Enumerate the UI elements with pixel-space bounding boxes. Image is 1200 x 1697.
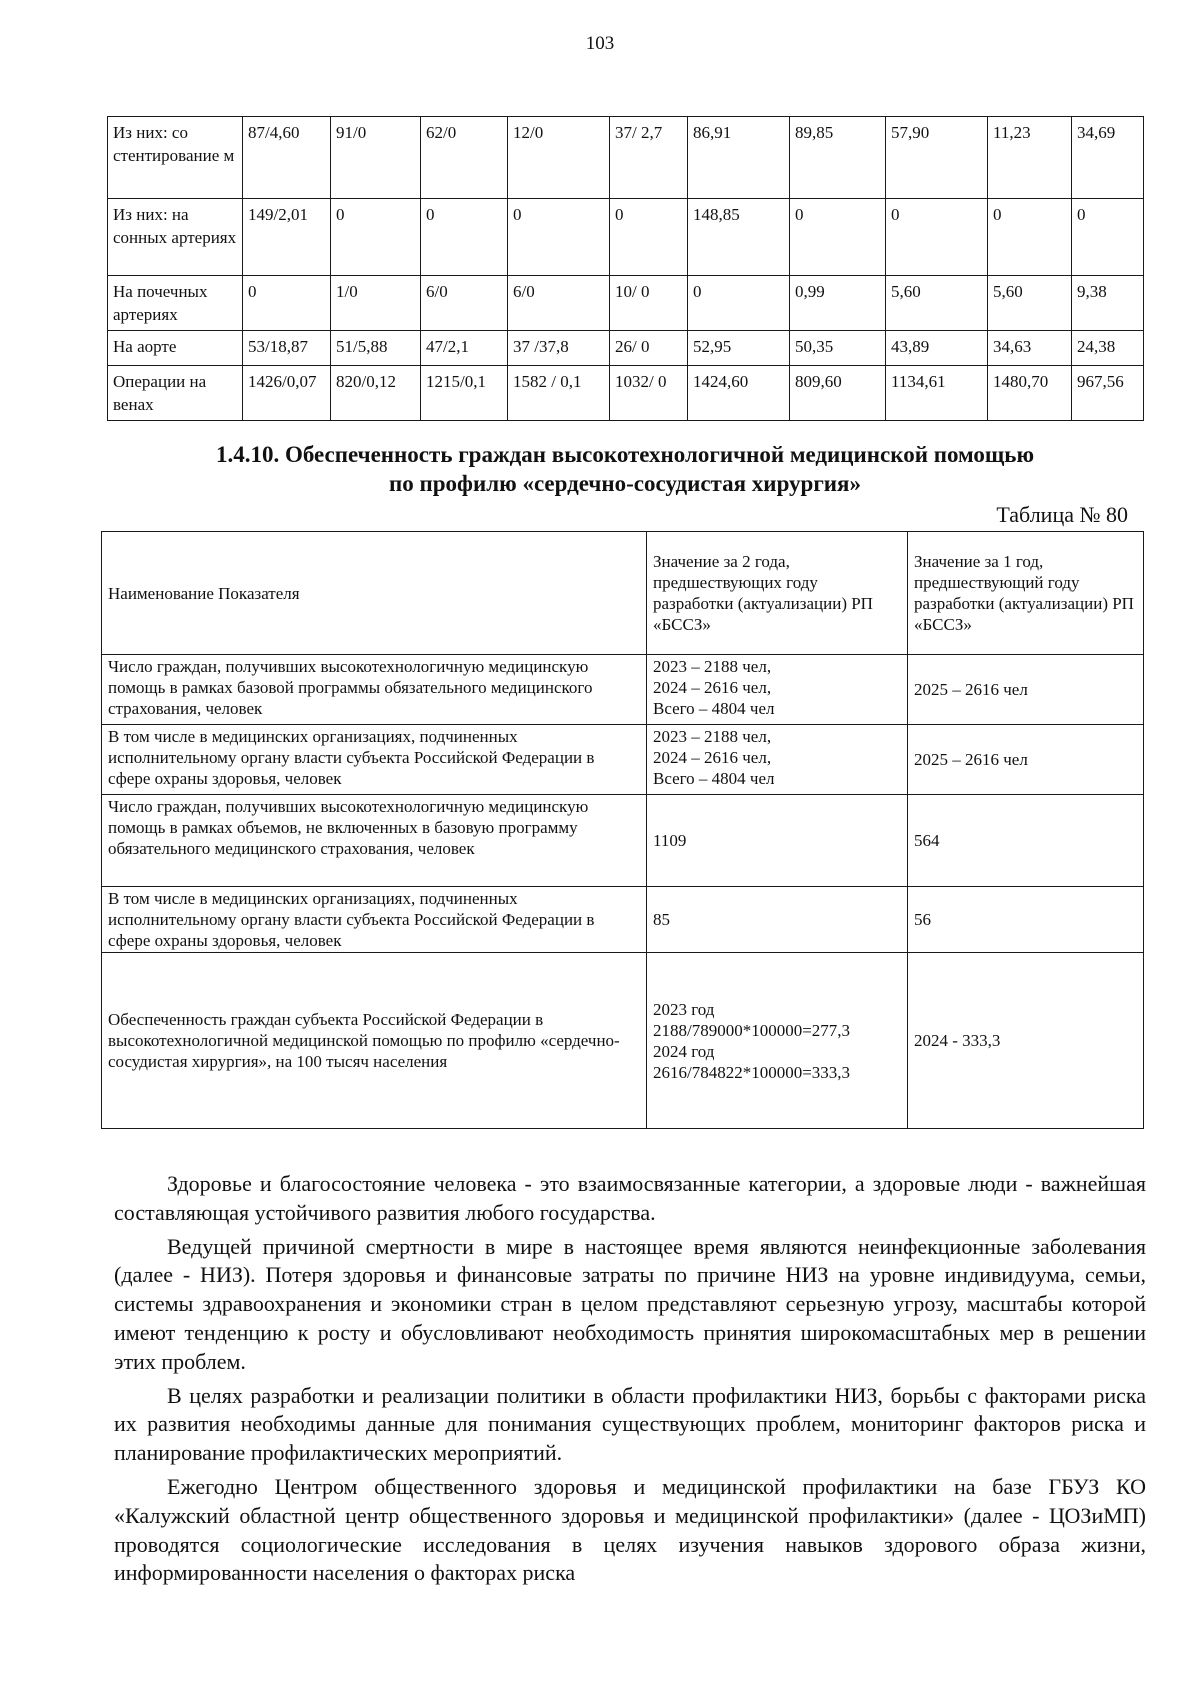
table-cell: 0 (790, 199, 886, 276)
header-one-year: Значение за 1 год, предшествующий году разработки (актуализации) РП «БССЗ» (908, 532, 1144, 655)
surgery-stats-table-continuation (107, 116, 1144, 421)
indicator-cell: Число граждан, получивших высокотехнологичную медицинскую помощь в рамках объемов, не включенных в базовую программу обязательного медицинского страхования, человек (102, 795, 647, 887)
value-line: 2188/789000*100000=277,3 (653, 1020, 851, 1040)
table-cell: 6/0 (508, 276, 610, 331)
two-years-value-cell (647, 655, 908, 725)
table-row (102, 795, 1144, 887)
table-cell: 0 (886, 199, 988, 276)
value-line: 2023 – 2188 чел, (653, 657, 772, 676)
value-line: 2024 – 2616 чел, (653, 678, 772, 697)
page-number: 103 (585, 33, 615, 54)
table-cell: 5,60 (988, 276, 1072, 331)
value-line: 2023 – 2188 чел, (653, 727, 772, 746)
table-cell: 37/ 2,7 (610, 117, 688, 199)
row-label: На почечных артериях (108, 276, 243, 331)
header-indicator: Наименование Показателя (102, 532, 647, 655)
table-cell: 0 (610, 199, 688, 276)
two-years-value-cell (647, 725, 908, 795)
one-year-value-cell: 2024 - 333,3 (908, 953, 1144, 1129)
one-year-value-cell: 56 (908, 887, 1144, 953)
table-cell: 0,99 (790, 276, 886, 331)
table-cell: 0 (688, 276, 790, 331)
table-cell: 52,95 (688, 331, 790, 366)
table-cell: 149/2,01 (243, 199, 331, 276)
table-row (108, 366, 1144, 421)
table-cell: 57,90 (886, 117, 988, 199)
table-80-header-row (102, 532, 1144, 655)
one-year-value-cell: 2025 – 2616 чел (908, 655, 1144, 725)
table-cell: 6/0 (421, 276, 508, 331)
two-years-value-cell (647, 795, 908, 887)
table-row (108, 331, 1144, 366)
table-cell: 0 (331, 199, 421, 276)
table-cell: 10/ 0 (610, 276, 688, 331)
value-line: Всего – 4804 чел (653, 769, 775, 788)
indicator-cell: Число граждан, получивших высокотехнологичную медицинскую помощь в рамках базовой программы обязательного медицинского страхования, человек (102, 655, 647, 725)
table-cell: 0 (421, 199, 508, 276)
table-cell: 62/0 (421, 117, 508, 199)
table-cell: 809,60 (790, 366, 886, 421)
table-cell: 86,91 (688, 117, 790, 199)
table-row (102, 655, 1144, 725)
table-cell: 5,60 (886, 276, 988, 331)
paragraph: Ежегодно Центром общественного здоровья и медицинской профилактики на базе ГБУЗ КО «Калужский областной центр общественного здоровья и медицинской профилактики» (далее - ЦОЗиМП) проводятся социологические исследования в целях изучения навыков здорового образа жизни, информированности населения о факторах риска (114, 1473, 1146, 1586)
row-label: Операции на венах (108, 366, 243, 421)
table-row (102, 725, 1144, 795)
header-two-years: Значение за 2 года, предшествующих году разработки (актуализации) РП «БССЗ» (647, 532, 908, 655)
body-text (114, 1170, 1146, 1593)
row-label: На аорте (108, 331, 243, 366)
table-caption: Таблица № 80 (996, 502, 1128, 527)
table-cell: 1/0 (331, 276, 421, 331)
table-cell: 89,85 (790, 117, 886, 199)
table-80 (101, 531, 1144, 1129)
row-label: Из них: со стентирование м (108, 117, 243, 199)
table-cell: 1032/ 0 (610, 366, 688, 421)
table-cell: 1582 / 0,1 (508, 366, 610, 421)
paragraph: В целях разработки и реализации политики в области профилактики НИЗ, борьбы с факторами риска их развития необходимы данные для понимания существующих проблем, мониторинг факторов риска и планирование профилактических мероприятий. (114, 1382, 1146, 1466)
value-line: 85 (653, 910, 670, 929)
section-title (100, 440, 1150, 498)
table-row (108, 199, 1144, 276)
value-line: Всего – 4804 чел (653, 699, 775, 718)
section-title-line1: 1.4.10. Обеспеченность граждан высокотехнологичной медицинской помощью (215, 442, 1035, 467)
section-title-line2: по профилю «сердечно-сосудистая хирургия» (389, 471, 861, 496)
table-cell: 820/0,12 (331, 366, 421, 421)
table-cell: 37 /37,8 (508, 331, 610, 366)
table-cell: 43,89 (886, 331, 988, 366)
table-cell: 1480,70 (988, 366, 1072, 421)
two-years-value-cell (647, 953, 908, 1129)
table-row (108, 276, 1144, 331)
two-years-value-cell (647, 887, 908, 953)
indicator-cell: Обеспеченность граждан субъекта Российской Федерации в высокотехнологичной медицинской помощью по профилю «сердечно-сосудистая хирургия», на 100 тысяч населения (102, 953, 647, 1129)
value-line: 2024 – 2616 чел, (653, 748, 772, 767)
table-cell: 12/0 (508, 117, 610, 199)
table-cell: 91/0 (331, 117, 421, 199)
table-cell: 9,38 (1072, 276, 1144, 331)
indicator-cell: В том числе в медицинских организациях, подчиненных исполнительному органу власти субъекта Российской Федерации в сфере охраны здоровья, человек (102, 887, 647, 953)
one-year-value-cell: 564 (908, 795, 1144, 887)
table-cell: 47/2,1 (421, 331, 508, 366)
indicator-cell: В том числе в медицинских организациях, подчиненных исполнительному органу власти субъекта Российской Федерации в сфере охраны здоровья, человек (102, 725, 647, 795)
table-cell: 1426/0,07 (243, 366, 331, 421)
table-cell: 50,35 (790, 331, 886, 366)
table-cell: 51/5,88 (331, 331, 421, 366)
table-row (108, 117, 1144, 199)
table-cell: 0 (988, 199, 1072, 276)
row-label: Из них: на сонных артериях (108, 199, 243, 276)
table-cell: 0 (1072, 199, 1144, 276)
table-cell: 1215/0,1 (421, 366, 508, 421)
one-year-value-cell: 2025 – 2616 чел (908, 725, 1144, 795)
table-cell: 967,56 (1072, 366, 1144, 421)
table-cell: 11,23 (988, 117, 1072, 199)
paragraph: Ведущей причиной смертности в мире в настоящее время являются неинфекционные заболевания (далее - НИЗ). Потеря здоровья и финансовые затраты по причине НИЗ на уровне индивидуума, семьи, системы здравоохранения и экономики стран в целом представляют серьезную угрозу, масштабы которой имеют тенденцию к росту и обусловливают необходимость принятия широкомасштабных мер в решении этих проблем. (114, 1233, 1146, 1374)
table-cell: 34,69 (1072, 117, 1144, 199)
table-cell: 0 (508, 199, 610, 276)
table-cell: 0 (243, 276, 331, 331)
table-cell: 34,63 (988, 331, 1072, 366)
table-cell: 1134,61 (886, 366, 988, 421)
table-cell: 148,85 (688, 199, 790, 276)
table-cell: 87/4,60 (243, 117, 331, 199)
table-row (102, 953, 1144, 1129)
table-cell: 26/ 0 (610, 331, 688, 366)
value-line: 2024 год (653, 1041, 715, 1061)
table-row (102, 887, 1144, 953)
value-line: 2616/784822*100000=333,3 (653, 1062, 851, 1082)
table-cell: 53/18,87 (243, 331, 331, 366)
paragraph: Здоровье и благосостояние человека - это взаимосвязанные категории, а здоровые люди - важнейшая составляющая устойчивого развития любого государства. (114, 1171, 1146, 1225)
table-cell: 1424,60 (688, 366, 790, 421)
table-cell: 24,38 (1072, 331, 1144, 366)
value-line: 1109 (653, 831, 687, 850)
value-line: 2023 год (653, 999, 715, 1019)
